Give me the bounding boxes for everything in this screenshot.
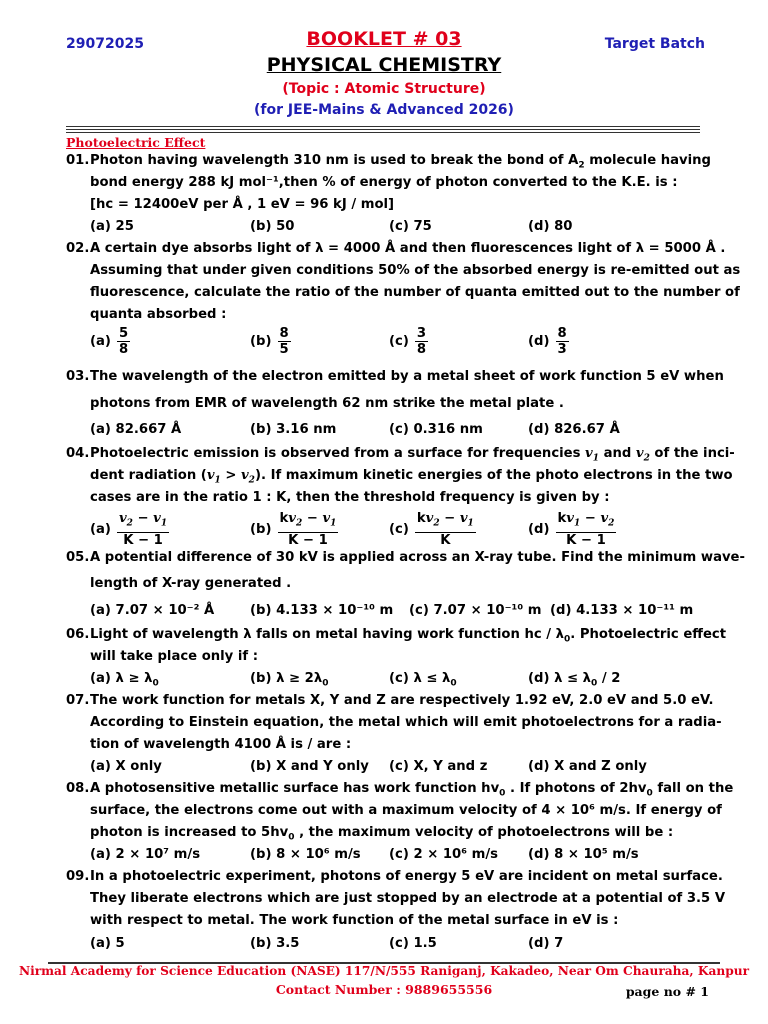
options <box>90 600 710 624</box>
option-d: (d) 7 <box>528 936 564 951</box>
question-text: tion of wavelength 4100 Å is / are : <box>90 737 352 752</box>
option-d: (d) 826.67 Å <box>528 422 620 437</box>
option-d: (d) $\lambda \le \lambda_0 / 2$ <box>528 671 621 689</box>
question-text: Photoelectric emission is observed from a surface for frequencies $v_1$ and $v_2$ of the inci- <box>90 446 735 464</box>
option-a: (a) 7.07 × 10⁻² Å <box>90 603 215 618</box>
option-c: (c) $\lambda \le \lambda_0$ <box>389 671 457 689</box>
option-c: (c) $\frac{kv_2 - v_1}{K}$ <box>389 511 474 548</box>
question-text: length of X-ray generated . <box>90 576 292 591</box>
question-text: According to Einstein equation, the metal which will emit photoelectrons for a radia- <box>90 715 722 730</box>
question-number: 03. <box>66 369 90 384</box>
question-text: cases are in the ratio 1 : K, then the threshold frequency is given by : <box>90 490 610 505</box>
exam-line: (for JEE-Mains & Advanced 2026) <box>254 102 514 118</box>
header-divider <box>66 129 700 130</box>
option-c: (c) 1.5 <box>389 936 437 951</box>
option-a: (a) X only <box>90 759 162 774</box>
question-text: with respect to metal. The work function of the metal surface in eV is : <box>90 913 619 928</box>
option-d: (d) $\frac{8}{3}$ <box>528 326 567 357</box>
question-text: surface, the electrons come out with a maximum velocity of 4 × 10⁶ m/s. If energy of <box>90 803 722 818</box>
subject-title: PHYSICAL CHEMISTRY <box>266 54 502 76</box>
option-c: (c) 0.316 nm <box>389 422 483 437</box>
question-text: Assuming that under given conditions 50% of the absorbed energy is re-emitted out as <box>90 263 741 278</box>
question-text: quanta absorbed : <box>90 307 227 322</box>
question-text: They liberate electrons which are just stopped by an electrode at a potential of 3.5 V <box>90 891 726 906</box>
options <box>90 668 710 692</box>
option-b: (b) $\lambda \ge 2\lambda_0$ <box>250 671 329 689</box>
question-number: 09. <box>66 869 90 884</box>
question-text: will take place only if : <box>90 649 258 664</box>
footer-address: Nirmal Academy for Science Education (NASE) 117/N/555 Raniganj, Kakadeo, Near Om Chauraha, Kanpur <box>18 964 750 978</box>
question-number: 02. <box>66 241 90 256</box>
option-b: (b) $\frac{kv_2 - v_1}{K - 1}$ <box>250 511 337 548</box>
option-d: (d) 4.133 × 10⁻¹¹ m <box>550 603 694 618</box>
question-text: bond energy 288 kJ mol⁻¹,then % of energy of photon converted to the K.E. is : <box>90 175 678 190</box>
option-b: (b) 3.16 nm <box>250 422 337 437</box>
question-text: The wavelength of the electron emitted by a metal sheet of work function 5 eV when <box>90 369 724 384</box>
question-number: 06. <box>66 627 90 642</box>
option-c: (c) 75 <box>389 219 432 234</box>
section-title: Photoelectric Effect <box>66 135 206 150</box>
option-b: (b) 3.5 <box>250 936 300 951</box>
option-d: (d) 80 <box>528 219 573 234</box>
footer-contact: Contact Number : 9889655556 <box>275 982 493 997</box>
option-c: (c) X, Y and z <box>389 759 488 774</box>
option-c: (c) 7.07 × 10⁻¹⁰ m <box>409 603 542 618</box>
option-a: (a) 25 <box>90 219 134 234</box>
question-number: 08. <box>66 781 90 796</box>
topic-line: (Topic : Atomic Structure) <box>282 81 486 97</box>
option-d: (d) X and Z only <box>528 759 647 774</box>
question-text: The work function for metals X, Y and Z are respectively 1.92 eV, 2.0 eV and 5.0 eV. <box>90 693 714 708</box>
booklet-title: BOOKLET # 03 <box>306 28 462 50</box>
option-a: (a) 82.667 Å <box>90 422 182 437</box>
option-d: (d) $\frac{kv_1 - v_2}{K - 1}$ <box>528 511 615 548</box>
option-b: (b) 50 <box>250 219 295 234</box>
option-a: (a) 5 <box>90 936 125 951</box>
question-text: [hc = 12400eV per Å , 1 eV = 96 kJ / mol] <box>90 197 395 212</box>
question-text: Light of wavelength λ falls on metal having work function hc / $\lambda_0$. Photoelectric effect <box>90 627 727 645</box>
question-number: 04. <box>66 446 90 461</box>
option-b: (b) 8 × 10⁶ m/s <box>250 847 361 862</box>
question-text: Photon having wavelength 310 nm is used to break the bond of $A_2$ molecule having <box>90 153 711 171</box>
header-divider <box>66 132 700 133</box>
option-a: (a) $\frac{5}{8}$ <box>90 326 129 357</box>
option-c: (c) $\frac{3}{8}$ <box>389 326 427 357</box>
option-b: (b) X and Y only <box>250 759 369 774</box>
option-a: (a) $\frac{v_2 - v_1}{K - 1}$ <box>90 511 168 548</box>
option-d: (d) 8 × 10⁵ m/s <box>528 847 639 862</box>
option-b: (b) 4.133 × 10⁻¹⁰ m <box>250 603 394 618</box>
question-text: A potential difference of 30 kV is applied across an X-ray tube. Find the minimum wave- <box>90 550 745 565</box>
header-divider <box>66 126 700 127</box>
question-text: photons from EMR of wavelength 62 nm strike the metal plate . <box>90 396 564 411</box>
options <box>90 419 710 443</box>
option-c: (c) 2 × 10⁶ m/s <box>389 847 498 862</box>
options <box>90 756 710 780</box>
question-number: 07. <box>66 693 90 708</box>
question-number: 01. <box>66 153 90 168</box>
option-a: (a) 2 × 10⁷ m/s <box>90 847 201 862</box>
question-text: In a photoelectric experiment, photons of energy 5 eV are incident on metal surface. <box>90 869 723 884</box>
question-text: photon is increased to $5hv_0$ , the maximum velocity of photoelectrons will be : <box>90 825 674 843</box>
page-number: page no # 1 <box>625 984 709 999</box>
options <box>90 216 710 240</box>
options <box>90 933 710 957</box>
question-text: fluorescence, calculate the ratio of the number of quanta emitted out to the number of <box>90 285 740 300</box>
option-b: (b) $\frac{8}{5}$ <box>250 326 289 357</box>
option-a: (a) $\lambda \ge \lambda_0$ <box>90 671 159 689</box>
question-text: A certain dye absorbs light of λ = 4000 Å and then fluorescences light of λ = 5000 Å . <box>90 241 726 256</box>
question-text: dent radiation $(v_1 > v_2)$. If maximum kinetic energies of the photo electrons in the two <box>90 468 733 486</box>
options <box>90 844 710 868</box>
header-batch: Target Batch <box>604 36 705 52</box>
question-text: A photosensitive metallic surface has work function $hv_0$ . If photons of $2hv_0$ fall on the <box>90 781 734 799</box>
header-date: 29072025 <box>66 36 144 52</box>
question-number: 05. <box>66 550 90 565</box>
